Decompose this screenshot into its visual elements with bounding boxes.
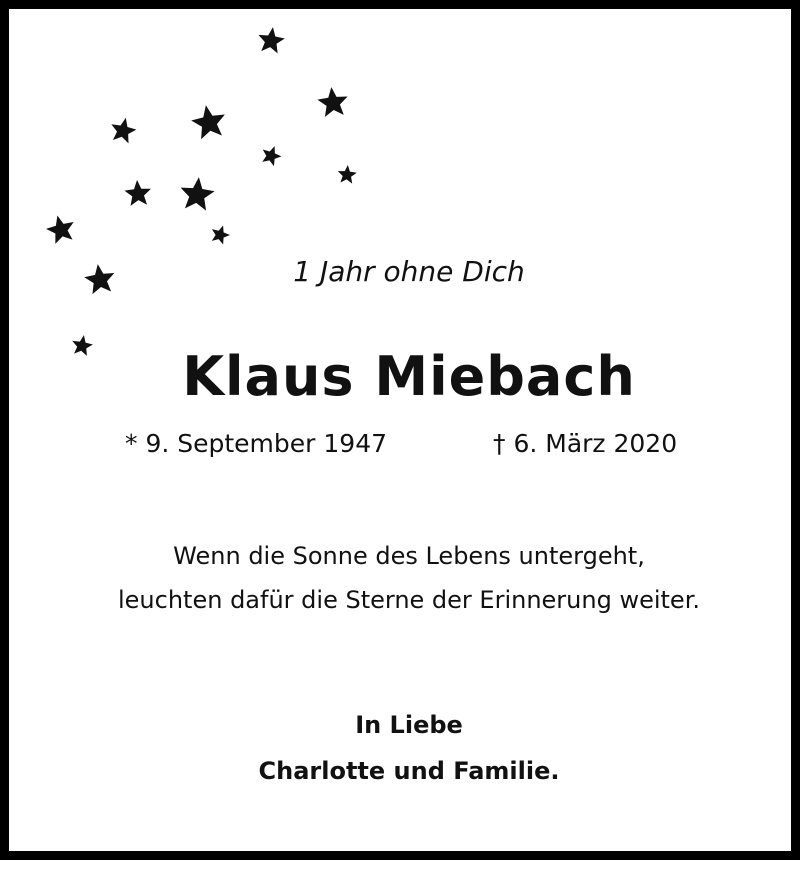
birth-date: * 9. September 1947 <box>125 429 387 458</box>
star-icon <box>189 102 228 140</box>
star-icon <box>44 212 78 245</box>
death-date: † 6. März 2020 <box>493 429 678 458</box>
star-icon <box>124 179 152 206</box>
star-icon <box>337 164 358 184</box>
star-icon <box>316 85 349 117</box>
star-icon <box>256 25 286 54</box>
closing-line: In Liebe <box>355 711 463 739</box>
signature-line: Charlotte und Familie. <box>258 757 560 785</box>
star-icon <box>108 115 138 144</box>
deceased-name: Klaus Miebach <box>182 345 636 408</box>
star-icon <box>178 175 215 211</box>
star-icon <box>208 223 232 246</box>
quote-line: leuchten dafür die Sterne der Erinnerung weiter. <box>118 586 700 614</box>
quote-line: Wenn die Sonne des Lebens untergeht, <box>173 542 645 570</box>
anniversary-subtitle: 1 Jahr ohne Dich <box>293 255 525 288</box>
star-icon <box>259 143 284 168</box>
